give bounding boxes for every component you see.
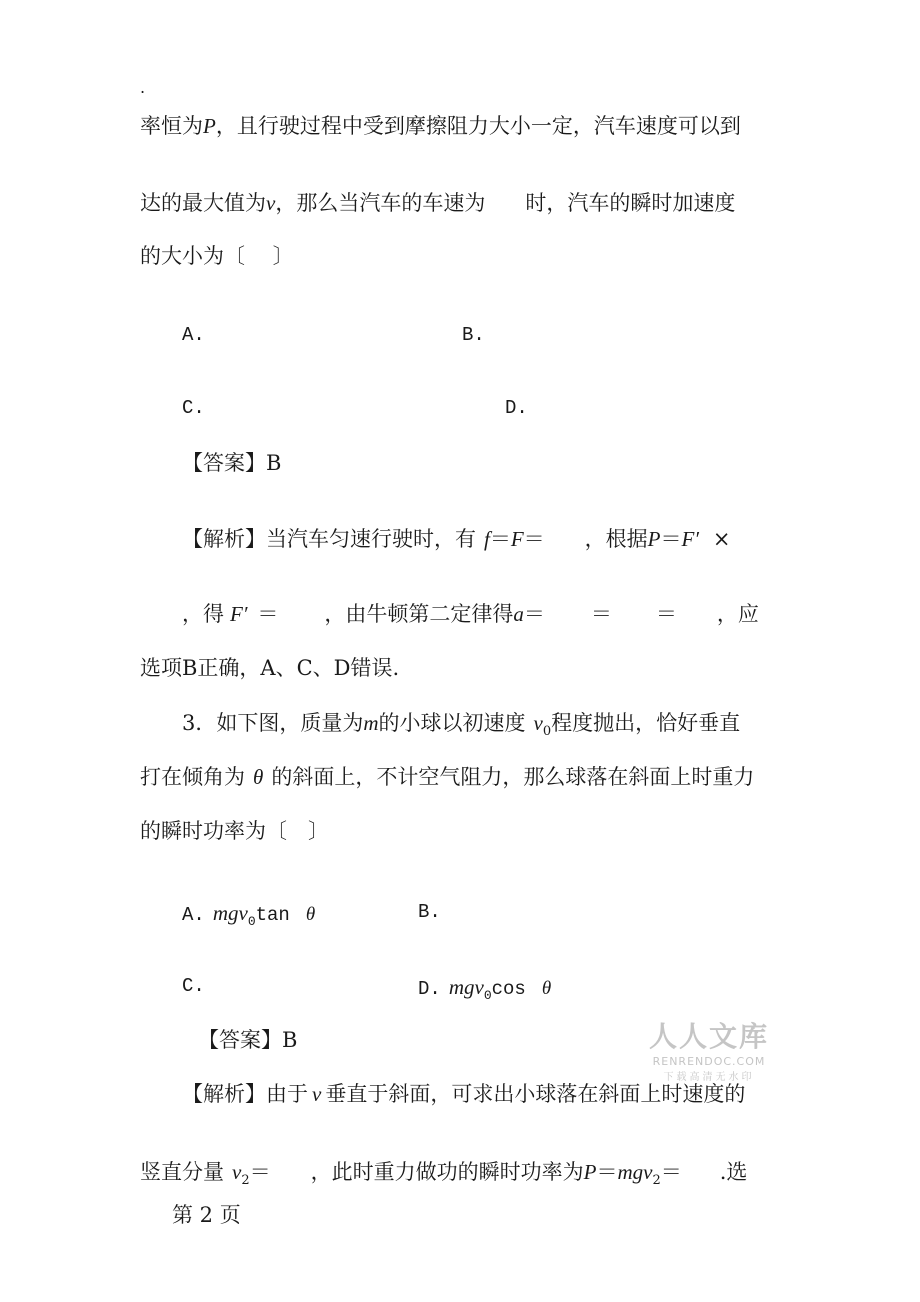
text: 的大小为〔 〕	[140, 244, 294, 268]
text: .选	[719, 1160, 748, 1184]
equals: ＝	[523, 527, 545, 551]
var-v: v	[312, 1082, 322, 1106]
label: D.	[418, 978, 441, 1000]
watermark-url: RENRENDOC.COM	[652, 1055, 766, 1068]
text: 【解析】由于	[182, 1082, 308, 1106]
expr: mgv	[448, 975, 484, 999]
q2-option-d: D.	[505, 397, 528, 419]
text: 3．如下图，质量为	[182, 711, 364, 735]
q2-explanation-3: 选项B正确，A、C、D错误.	[140, 656, 400, 680]
equals: ＝	[489, 527, 511, 551]
fn: tan	[255, 904, 290, 926]
text: 程度抛出，恰好垂直	[551, 711, 741, 735]
var-f: f	[484, 527, 490, 551]
subscript: 2	[241, 1173, 250, 1189]
q3-option-b: B.	[418, 901, 441, 923]
text: 达的最大值为	[140, 191, 266, 215]
text: ，且行驶过程中受到摩擦阻力大小一定，汽车速度可以到	[215, 114, 741, 138]
text: 时，汽车的瞬时加速度	[525, 191, 736, 215]
watermark	[645, 1015, 773, 1083]
var-theta: θ	[253, 765, 264, 789]
q2-option-c: C.	[182, 397, 205, 419]
q3-line-2	[140, 767, 754, 788]
var-P: P	[203, 114, 216, 138]
equals: ＝	[660, 1160, 682, 1184]
q3-explanation-2	[140, 1162, 747, 1187]
text: 的斜面上，不计空气阻力，那么球落在斜面上时重力	[271, 765, 755, 789]
var-v: v	[266, 191, 276, 215]
var-P: P	[583, 1160, 597, 1184]
header-dot: .	[140, 78, 146, 97]
subscript: 0	[542, 724, 552, 740]
fn: cos	[491, 978, 526, 1000]
subscript: 0	[483, 987, 492, 1003]
subscript: 2	[652, 1173, 661, 1189]
equals: ＝	[249, 1160, 271, 1184]
expr: mgv	[617, 1160, 653, 1184]
label: A.	[182, 904, 205, 926]
q2-line-3	[140, 246, 294, 267]
var-theta: θ	[305, 904, 316, 925]
text: 【解析】当汽车匀速行驶时，有	[182, 527, 476, 551]
q2-line-1	[140, 116, 741, 137]
var-theta: θ	[541, 978, 552, 999]
var-F-prime: F′	[230, 602, 248, 626]
equals: ＝	[596, 1160, 618, 1184]
equals: ＝	[523, 602, 545, 626]
equals: ＝	[257, 602, 279, 626]
page-number: 第 2 页	[172, 1203, 241, 1227]
q3-line-3: 的瞬时功率为〔 〕	[140, 819, 329, 843]
text: ，根据	[584, 527, 648, 551]
q3-option-a	[182, 903, 315, 928]
text: ，那么当汽车的车速为	[275, 191, 486, 215]
watermark-title: 人人文库	[648, 1020, 769, 1053]
var-m: m	[363, 711, 379, 735]
equals: ＝	[590, 602, 612, 626]
watermark-subtitle: 下载高清无水印	[663, 1072, 755, 1083]
equals: ＝	[655, 602, 677, 626]
var-v2: v	[232, 1160, 242, 1184]
q2-option-b: B.	[462, 324, 485, 346]
var-P: P	[647, 527, 661, 551]
q2-explanation-1	[182, 529, 731, 550]
q3-explanation-1	[182, 1084, 745, 1105]
var-F-prime: F′	[681, 527, 699, 551]
times: ×	[712, 527, 731, 551]
text: 率恒为	[140, 114, 203, 138]
text: ，得	[182, 602, 224, 626]
text: ，由牛顿第二定律得	[324, 602, 514, 626]
text: 的小球以初速度	[378, 711, 526, 735]
text: 打在倾角为	[140, 765, 245, 789]
subscript: 0	[247, 913, 256, 929]
text: ，此时重力做功的瞬时功率为	[310, 1160, 584, 1184]
text: ，应	[716, 602, 759, 626]
text: 竖直分量	[140, 1160, 224, 1184]
var-a: a	[513, 602, 524, 626]
var-v0: v	[533, 711, 543, 735]
q2-answer: 【答案】B	[182, 451, 282, 475]
q3-option-d	[418, 977, 551, 1002]
var-F: F	[510, 527, 524, 551]
expr: mgv	[212, 901, 248, 925]
q2-explanation-2	[182, 604, 759, 625]
equals: ＝	[660, 527, 682, 551]
q3-line-1	[182, 713, 740, 738]
q2-option-a: A.	[182, 324, 205, 346]
q3-answer: 【答案】B	[198, 1028, 298, 1052]
text: 垂直于斜面，可求出小球落在斜面上时速度的	[325, 1082, 746, 1106]
q3-option-c: C.	[182, 975, 205, 997]
q2-line-2	[140, 193, 735, 214]
